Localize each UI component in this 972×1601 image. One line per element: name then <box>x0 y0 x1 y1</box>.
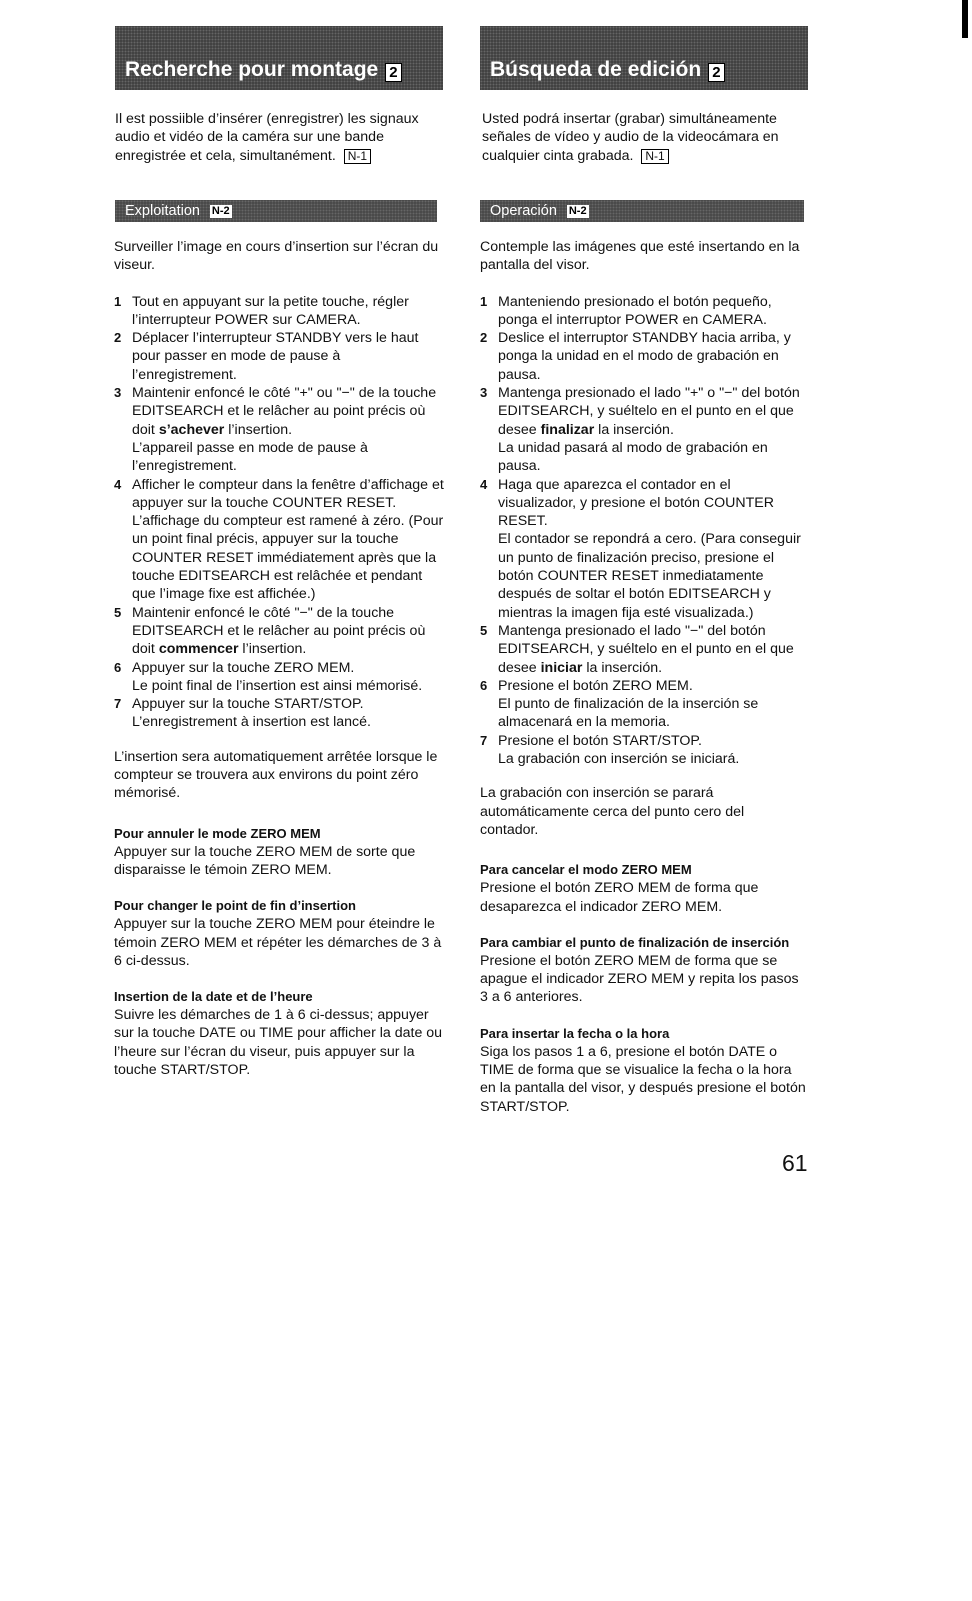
step-text-after: l’insertion. <box>238 641 307 658</box>
step-text: Presione el botón START/STOP. <box>498 732 702 749</box>
spanish-title: Búsqueda de edición <box>490 58 702 81</box>
french-content <box>114 238 446 1097</box>
french-cancel-heading: Pour annuler le mode ZERO MEM <box>114 825 321 841</box>
french-change-heading: Pour changer le point de fin d’insertion <box>114 898 356 914</box>
step-number: 5 <box>114 604 122 620</box>
step-number: 5 <box>480 622 488 638</box>
spanish-change-section <box>480 934 806 1007</box>
french-title-banner <box>115 26 443 90</box>
spanish-step-6 <box>480 677 806 732</box>
french-step-3 <box>114 384 446 475</box>
step-note: L’affichage du compteur est ramené à zéro. (Pour un point final précis, appuyer sur la touche COUNTER RESET immédiatement après que la touche EDITSEARCH est relâchée et pendant que l’image fixe est affichée.) <box>132 513 444 603</box>
spanish-title-number: 2 <box>708 63 724 82</box>
edge-scan-mark <box>962 0 968 38</box>
french-section-title: Exploitation <box>125 203 200 219</box>
spanish-section-ref: N-2 <box>568 205 587 217</box>
french-change-section <box>114 897 446 970</box>
french-cancel-text: Appuyer sur la touche ZERO MEM de sorte que disparaisse le témoin ZERO MEM. <box>114 843 416 878</box>
spanish-intro-text: Usted podrá insertar (grabar) simultáneamente señales de vídeo y audio de la videocámara en cualquier cinta grabada. <box>482 111 779 164</box>
french-date-text: Suivre les démarches de 1 à 6 ci-dessus; appuyer sur la touche DATE ou TIME pour afficher la date ou l’heure sur l’écran du viseur, puis appuyer sur la touche START/STOP. <box>114 1007 443 1078</box>
spanish-date-text: Siga los pasos 1 a 6, presione el botón DATE o TIME de forma que se visualice la fecha o la hora en la pantalla del visor, y después presione el botón START/STOP. <box>480 1043 806 1115</box>
french-step-1 <box>114 293 446 330</box>
french-section-ref: N-2 <box>211 205 230 217</box>
spanish-step-2 <box>480 329 806 384</box>
step-emphasis: finalizar <box>540 421 595 438</box>
step-number: 4 <box>480 476 488 492</box>
step-number: 1 <box>114 293 122 309</box>
step-note: La grabación con inserción se iniciará. <box>498 751 740 768</box>
french-title: Recherche pour montage <box>125 58 379 81</box>
french-intro-ref: N-1 <box>344 149 371 164</box>
french-intro <box>115 110 445 165</box>
spanish-step-3 <box>480 384 806 475</box>
step-note: La unidad pasará al modo de grabación en pausa. <box>498 439 768 475</box>
french-step-5 <box>114 604 446 659</box>
step-text-before: Maintenir enfoncé le côté "−" de la touche EDITSEARCH et le relâcher au point précis où doit <box>132 604 426 658</box>
step-note: El contador se repondrá a cero. (Para conseguir un punto de finalización preciso, presione el botón COUNTER RESET inmediatamente después de soltar el botón EDITSEARCH y mientras la imagen fija esté visualizada.) <box>498 531 801 621</box>
spanish-title-banner <box>480 26 808 90</box>
spanish-step-7 <box>480 732 806 769</box>
step-note: Le point final de l’insertion est ainsi mémorisé. <box>132 677 423 694</box>
step-text-after: la inserción. <box>582 659 663 676</box>
spanish-section-banner <box>480 200 804 222</box>
french-title-number: 2 <box>385 63 401 82</box>
french-lead: Surveiller l’image en cours d’insertion sur l’écran du viseur. <box>114 239 439 274</box>
step-text: Presione el botón ZERO MEM. <box>498 677 693 694</box>
spanish-step-1 <box>480 293 806 330</box>
step-text <box>498 384 806 439</box>
spanish-cancel-text: Presione el botón ZERO MEM de forma que desaparezca el indicador ZERO MEM. <box>480 880 759 915</box>
step-emphasis: iniciar <box>540 659 583 676</box>
step-text-before: Mantenga presionado el lado "−" del botón EDITSEARCH, y suéltelo en el punto en el que desee <box>498 622 794 676</box>
spanish-date-section <box>480 1025 806 1116</box>
step-text <box>498 622 806 677</box>
step-text: Manteniendo presionado el botón pequeño, ponga el interruptor POWER en CAMERA. <box>498 293 772 328</box>
step-number: 3 <box>480 385 488 401</box>
step-number: 4 <box>114 476 122 492</box>
spanish-step-5 <box>480 622 806 677</box>
step-text: Afficher le compteur dans la fenêtre d’affichage et appuyer sur la touche COUNTER RESET. <box>132 476 444 511</box>
step-text <box>132 604 446 659</box>
french-auto-stop: L’insertion sera automatiquement arrêtée lorsque le compteur se trouvera aux environs du point zéro mémorisé. <box>114 748 438 802</box>
step-text: Déplacer l’interrupteur STANDBY vers le haut pour passer en mode de pause à l’enregistrement. <box>132 330 419 383</box>
spanish-change-text: Presione el botón ZERO MEM de forma que se apague el indicador ZERO MEM y repita los pasos 3 a 6 anteriores. <box>480 952 799 1006</box>
step-number: 2 <box>480 330 488 346</box>
step-number: 6 <box>114 659 122 675</box>
french-date-section <box>114 988 446 1079</box>
spanish-lead: Contemple las imágenes que esté insertando en la pantalla del visor. <box>480 239 800 274</box>
spanish-intro-ref: N-1 <box>641 149 668 164</box>
step-number: 7 <box>114 696 122 712</box>
french-step-2 <box>114 329 446 384</box>
step-number: 6 <box>480 677 488 693</box>
step-note: El punto de finalización de la inserción se almacenará en la memoria. <box>498 696 759 731</box>
step-number: 7 <box>480 732 488 748</box>
spanish-change-heading: Para cambiar el punto de finalización de inserción <box>480 934 790 950</box>
step-text-after: la inserción. <box>594 421 674 438</box>
step-text-after: l’insertion. <box>224 421 293 438</box>
french-intro-text: Il est possiible d’insérer (enregistrer) les signaux audio et vidéo de la caméra sur une bande enregistrée et cela, simultanément. <box>115 111 419 164</box>
spanish-section-title: Operación <box>490 203 557 219</box>
spanish-steps <box>480 293 806 769</box>
step-text: Haga que aparezca el contador en el visualizador, y presione el botón COUNTER RESET. <box>498 476 774 530</box>
french-cancel-section <box>114 825 446 880</box>
step-text: Appuyer sur la touche ZERO MEM. <box>132 659 355 676</box>
step-text: Deslice el interruptor STANDBY hacia arriba, y ponga la unidad en el modo de grabación en pausa. <box>498 330 791 383</box>
french-step-4 <box>114 476 446 604</box>
step-text <box>132 384 446 439</box>
french-step-7 <box>114 695 446 732</box>
spanish-step-4 <box>480 476 806 622</box>
step-text: Tout en appuyant sur la petite touche, régler l’interrupteur POWER sur CAMERA. <box>132 293 409 328</box>
spanish-intro <box>482 110 812 165</box>
spanish-cancel-section <box>480 861 806 916</box>
step-emphasis: s’achever <box>158 421 225 438</box>
spanish-cancel-heading: Para cancelar el modo ZERO MEM <box>480 862 692 878</box>
step-number: 3 <box>114 385 122 401</box>
spanish-auto-stop: La grabación con inserción se parará automáticamente cerca del punto cero del contador. <box>480 785 745 838</box>
step-note: L’appareil passe en mode de pause à l’enregistrement. <box>132 439 368 475</box>
step-emphasis: commencer <box>158 641 239 658</box>
french-change-text: Appuyer sur la touche ZERO MEM pour éteindre le témoin ZERO MEM et répéter les démarches de 3 à 6 ci-dessus. <box>114 916 442 969</box>
page-number: 61 <box>782 1150 808 1176</box>
step-text: Appuyer sur la touche START/STOP. <box>132 696 364 713</box>
step-number: 2 <box>114 330 122 346</box>
spanish-content <box>480 238 806 1134</box>
step-note: L’enregistrement à insertion est lancé. <box>132 714 371 731</box>
french-step-6 <box>114 659 446 696</box>
french-section-banner <box>115 200 437 222</box>
spanish-date-heading: Para insertar la fecha o la hora <box>480 1025 670 1041</box>
step-text-before: Maintenir enfoncé le côté "+" ou "−" de la touche EDITSEARCH et le relâcher au point précis où doit <box>132 385 437 438</box>
step-text-before: Mantenga presionado el lado "+" o "−" del botón EDITSEARCH, y suéltelo en el punto en el que desee <box>498 385 800 438</box>
french-date-heading: Insertion de la date et de l’heure <box>114 989 313 1005</box>
step-number: 1 <box>480 293 488 309</box>
french-steps <box>114 293 446 732</box>
